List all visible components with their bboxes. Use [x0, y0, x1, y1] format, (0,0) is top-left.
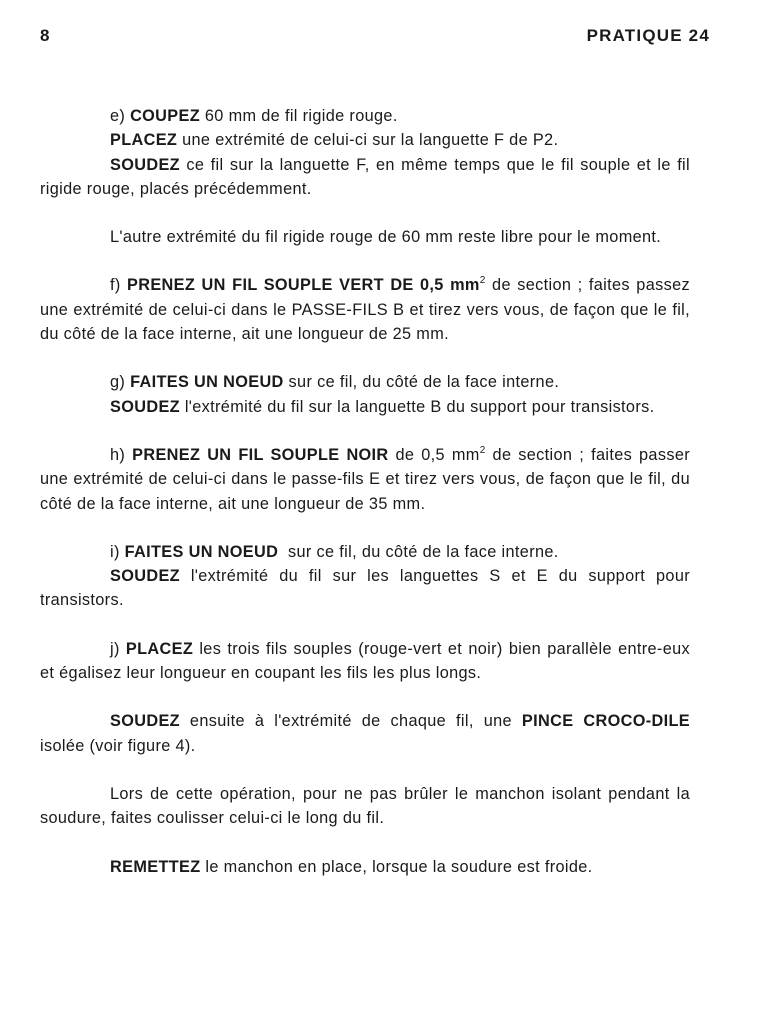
- step-i-line-2: SOUDEZ l'extrémité du fil sur les languettes S et E du support pour transistors.: [40, 567, 690, 610]
- step-f: f) PRENEZ UN FIL SOUPLE VERT DE 0,5 $mm^2$ de section ; faites passez une extrémité de celui-ci dans le PASSE-FILS B et tirez vers vous, de façon que le fil, du côté de la face interne, ait une longueur de 25 mm.: [40, 275, 690, 344]
- soudez-pince-paragraph: SOUDEZ ensuite à l'extrémité de chaque fil, une PINCE CROCO-DILE isolée (voir figure 4).: [40, 712, 691, 755]
- page-header: [40, 26, 710, 52]
- step-i-line-1: i) FAITES UN NOEUD sur ce fil, du côté de la face interne.: [110, 542, 559, 561]
- exponent: 2: [479, 275, 486, 287]
- step-g-line-2: SOUDEZ l'extrémité du fil sur la languette B du support pour transistors.: [110, 397, 655, 416]
- step-h-action: PRENEZ UN FIL SOUPLE NOIR: [132, 445, 389, 464]
- step-i-action: FAITES UN NOEUD: [124, 542, 279, 561]
- step-e-line-1: e) COUPEZ 60 mm de fil rigide rouge.: [110, 107, 398, 125]
- pince-crocodile: PINCE CROCO-DILE: [521, 712, 691, 731]
- step-e-action: COUPEZ: [130, 107, 201, 125]
- remettez-paragraph: REMETTEZ le manchon en place, lorsque la soudure est froide.: [110, 857, 593, 876]
- step-g-line-1: g) FAITES UN NOEUD sur ce fil, du côté de la face interne.: [110, 373, 560, 392]
- step-j: j) PLACEZ les trois fils souples (rouge-vert et noir) bien parallèle entre-eux et égalisez leur longueur en coupant les fils les plus longs.: [40, 639, 690, 683]
- step-f-action: PRENEZ UN FIL SOUPLE VERT DE 0,5 mm: [127, 276, 480, 295]
- page-number: 8: [40, 26, 51, 45]
- step-g-action: FAITES UN NOEUD: [130, 373, 284, 392]
- exponent: 2: [479, 444, 486, 456]
- document-body: [40, 104, 690, 879]
- step-e-line-3: SOUDEZ ce fil sur la languette F, en même temps que le fil souple et le fil rigide rouge, placés précédemment.: [40, 155, 690, 198]
- step-j-action: PLACEZ: [125, 639, 194, 658]
- step-e-line-2: PLACEZ une extrémité de celui-ci sur la languette F de P2.: [110, 131, 559, 150]
- step-h: h) PRENEZ UN FIL SOUPLE NOIR de 0,5 $mm^2$ de section ; faites passer une extrémité de celui-ci dans le passe-fils E et tirez vers vous, de façon que le fil, du côté de la face interne, ait une longueur de 35 mm.: [40, 444, 690, 513]
- lors-paragraph: Lors de cette opération, pour ne pas brûler le manchon isolant pendant la soudure, faites coulisser celui-ci le long du fil.: [40, 784, 690, 828]
- running-title: PRATIQUE 24: [586, 26, 710, 45]
- step-e-note: L'autre extrémité du fil rigide rouge de 60 mm reste libre pour le moment.: [110, 228, 662, 247]
